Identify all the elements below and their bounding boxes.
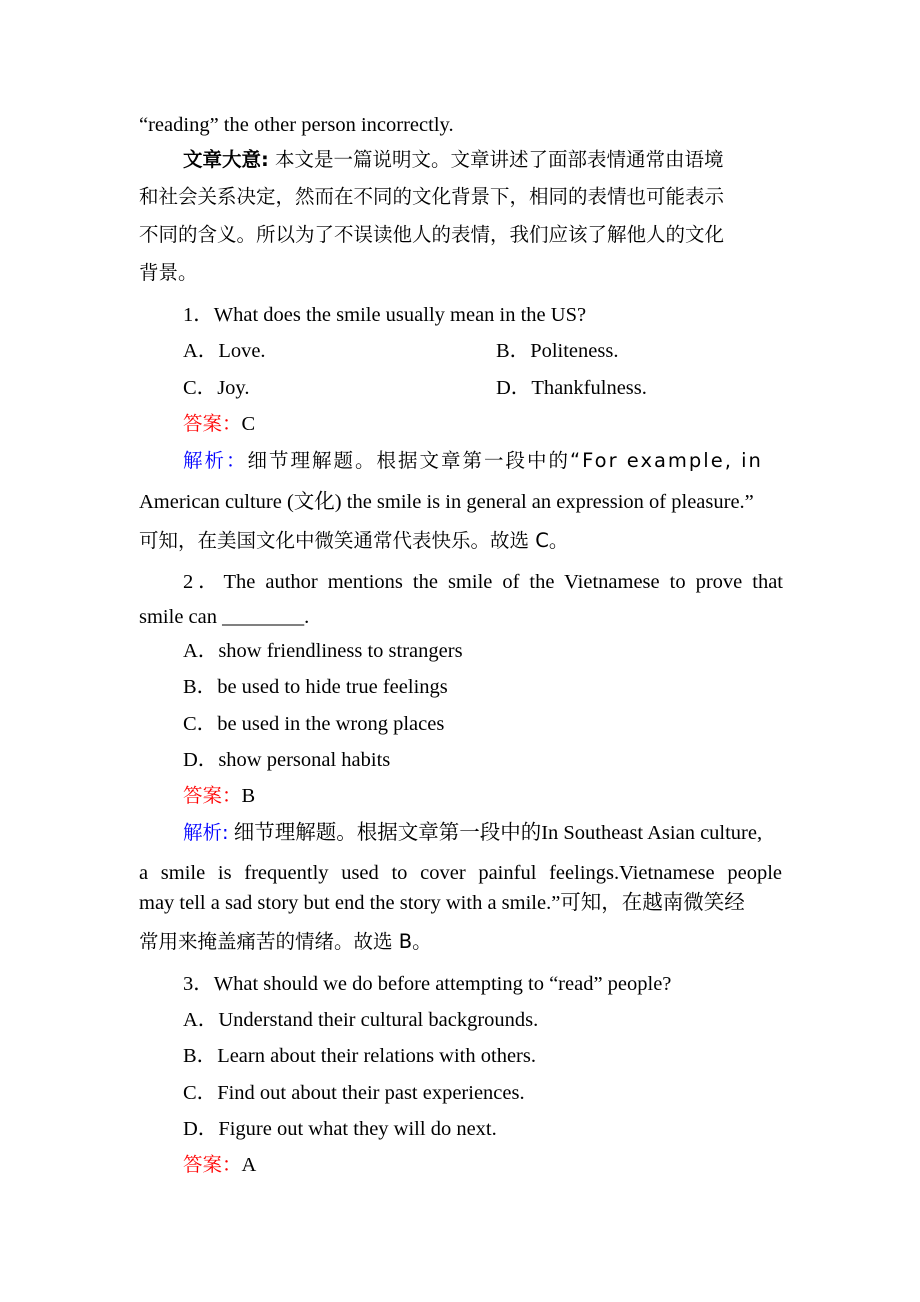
question-2-answer xyxy=(183,781,783,811)
analysis-label: 解析: xyxy=(183,821,229,844)
option-c: C．Find out about their past experiences. xyxy=(183,1082,525,1104)
question-2-analysis-line-1 xyxy=(183,818,783,848)
option-d: D．show personal habits xyxy=(183,749,391,771)
question-1-analysis-line-2: American culture (文化) the smile is in general an expression of pleasure.” xyxy=(139,491,754,513)
question-text: The author mentions the smile of the Vietnamese to prove that xyxy=(223,571,783,593)
summary-text: 本文是一篇说明文。文章讲述了面部表情通常由语境 xyxy=(268,148,724,171)
answer-value: B xyxy=(241,785,256,807)
option-d: D．Figure out what they will do next. xyxy=(183,1118,497,1140)
question-text: What should we do before attempting to “read” people? xyxy=(213,973,672,995)
analysis-label: 解析： xyxy=(183,449,248,472)
option-d: D．Thankfulness. xyxy=(496,377,647,399)
option-b: B．Politeness. xyxy=(496,340,619,362)
answer-label: 答案： xyxy=(183,784,242,807)
question-3-stem xyxy=(183,969,783,999)
option-a: A．show friendliness to strangers xyxy=(183,640,463,662)
question-2-stem-line-2: smile can ________. xyxy=(139,606,310,628)
option-a: A．Understand their cultural backgrounds. xyxy=(183,1009,539,1031)
question-2-analysis-line-3: may tell a sad story but end the story with a smile.”可知，在越南微笑经 xyxy=(139,892,745,914)
question-1-answer xyxy=(183,409,783,439)
question-1-stem xyxy=(183,300,783,330)
option-b: B．be used to hide true feelings xyxy=(183,676,448,698)
option-c: C．be used in the wrong places xyxy=(183,713,445,735)
analysis-text: 细节理解题。根据文章第一段中的In Southeast Asian culture, xyxy=(228,822,763,844)
intro-line: “reading” the other person incorrectly. xyxy=(139,114,454,136)
summary-line-3: 不同的含义。所以为了不误读他人的表情，我们应该了解他人的文化 xyxy=(139,223,725,246)
question-2-analysis-line-2: a smile is frequently used to cover painful feelings.Vietnamese people xyxy=(139,862,782,884)
question-2-analysis-line-4: 常用来掩盖痛苦的情绪。故选 B。 xyxy=(139,930,432,953)
summary-line-2: 和社会关系决定，然而在不同的文化背景下，相同的表情也可能表示 xyxy=(139,185,725,208)
answer-label: 答案： xyxy=(183,412,242,435)
answer-label: 答案： xyxy=(183,1153,242,1176)
answer-value: C xyxy=(241,413,256,435)
summary-line-1 xyxy=(183,145,783,175)
question-text: What does the smile usually mean in the US? xyxy=(213,304,587,326)
analysis-text: 细节理解题。根据文章第一段中的“For example, in xyxy=(247,449,763,472)
option-a: A．Love. xyxy=(183,340,266,362)
option-b: B．Learn about their relations with others. xyxy=(183,1045,536,1067)
question-3-answer xyxy=(183,1150,783,1180)
question-number: 2． xyxy=(183,571,224,593)
question-1-analysis-line-1 xyxy=(183,446,783,476)
summary-line-4: 背景。 xyxy=(139,261,198,284)
option-c: C．Joy. xyxy=(183,377,250,399)
summary-label: 文章大意: xyxy=(183,148,269,171)
answer-value: A xyxy=(241,1154,257,1176)
question-2-stem-line-1 xyxy=(183,567,783,597)
question-number: 3． xyxy=(183,973,214,995)
question-1-analysis-line-3: 可知，在美国文化中微笑通常代表快乐。故选 C。 xyxy=(139,529,569,552)
question-number: 1． xyxy=(183,304,214,326)
